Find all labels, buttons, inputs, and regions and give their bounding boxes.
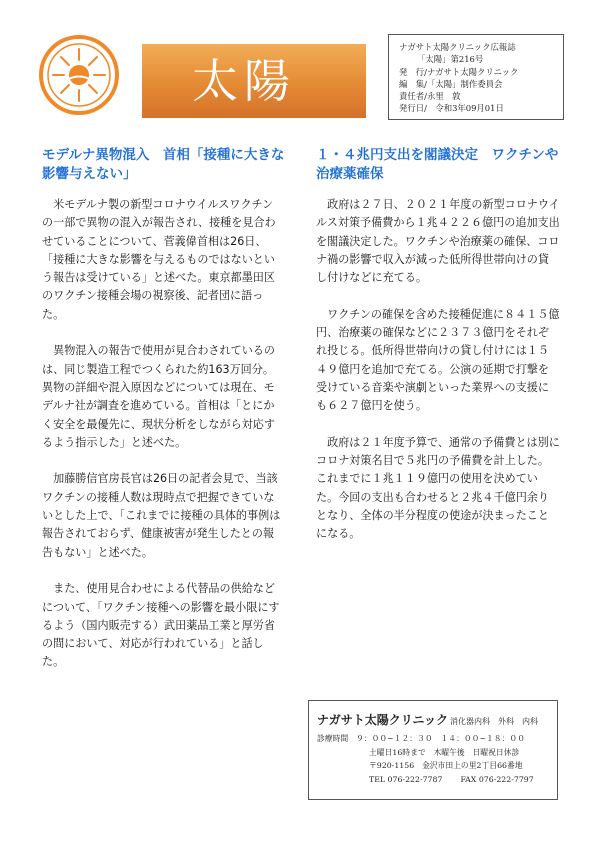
article-paragraph: 異物混入の報告で使用が見合わされているのは、同じ製造工程でつくられた約163万回分。異物の詳細や混入原因などについては現在、モデルナ社が調査を進めている。首相は「とにかく安全を最優先に、現状分析をしながら対応するよう指示した」と述べた。 [42,344,275,449]
newsletter-title: 太陽 [192,54,296,108]
editor-line: 編 集/「太陽」制作委員会 [399,78,503,89]
title-banner [142,44,366,118]
article-paragraph: 政府は２７日、２０２１年度の新型コロナウイルス対策予備費から１兆４２２６億円の追加支出を閣議決定した。ワクチンや治療薬の確保、コロナ禍の影響で収入が減った低所得世帯向けの貸し付けなどに充てる。 [316,198,560,285]
clinic-address: 〒920-1156 金沢市田上の里2丁目66番地 [369,761,523,771]
clinic-fax: FAX 076-222-7797 [460,774,534,784]
clinic-info-box [308,700,558,800]
clinic-departments: 消化器内科 外科 内科 [450,717,539,726]
article-left-body [42,196,282,690]
article-left-headline: モデルナ異物混入 首相「接種に大きな影響与えない」 [42,147,285,182]
article-paragraph: また、使用見合わせによる代替品の供給などについて、「ワクチン接種への影響を最小限にするよう（国内販売する）武田薬品工業と厚労省の間において、対応が行われている」と話した。 [42,582,280,669]
responsible-line: 責任者/永里 敦 [399,91,461,102]
sun-logo-icon [38,34,120,116]
issuer-line: 発 行/ナガサト太陽クリニック [399,66,519,77]
article-paragraph: ワクチンの確保を含めた接種促進に８４１５億円、治療薬の確保などに２３７３億円をそれぞれ投じる。低所得世帯向けの貸し付けには１５４９億円を追加で充てる。公演の延期で打撃を受けている音楽や演劇といった業界への支援にも６２７億円を使う。 [316,307,560,413]
clinic-header [317,709,557,728]
article-paragraph: 政府は２１年度予算で、通常の予備費とは別にコロナ対策名目で５兆円の予備費を計上した。これまでに１兆１１９億円の使用を決めていた。今回の支出も合わせると２兆４千億円余りとなり、全体の半分程度の使途が決まったことになる。 [316,435,560,541]
article-paragraph: 米モデルナ製の新型コロナウイルスワクチンの一部で異物の混入が報告され、接種を見合わせていることについて、菅義偉首相は26日、「接種に大きな影響を与えるものではないという報告は受けている」と述べた。東京都墨田区のワクチン接種会場の視察後、記者団に語った。 [42,198,276,321]
issue-date: 発行日/ 令和3年09月01日 [399,103,504,114]
masthead-info-box [388,34,564,120]
publisher-line: ナガサト太陽クリニック広報誌 [399,42,516,52]
article-paragraph: 加藤勝信官房長官は26日の記者会見で、当該ワクチンの接種人数は現時点で把握できていないとした上で、「これまでに接種の具体的事例は報告されておらず、健康被害が発生したとの報告もない」と述べた。 [42,472,281,559]
clinic-phones [317,773,557,787]
clinic-hours: 診療時間 ９：００~１２：３０ １４：００~１８：００ [317,734,525,743]
clinic-name: ナガサト太陽クリニック [317,713,449,727]
clinic-tel: TEL 076-222-7787 [369,774,443,784]
article-right-body [316,196,560,562]
issue-number: 「太陽」第216号 [417,54,484,65]
clinic-hours-note: 土曜日16時まで 木曜午後 日曜祝日休診 [369,747,520,757]
article-right-headline: １・４兆円支出を閣議決定 ワクチンや治療薬確保 [316,147,559,182]
